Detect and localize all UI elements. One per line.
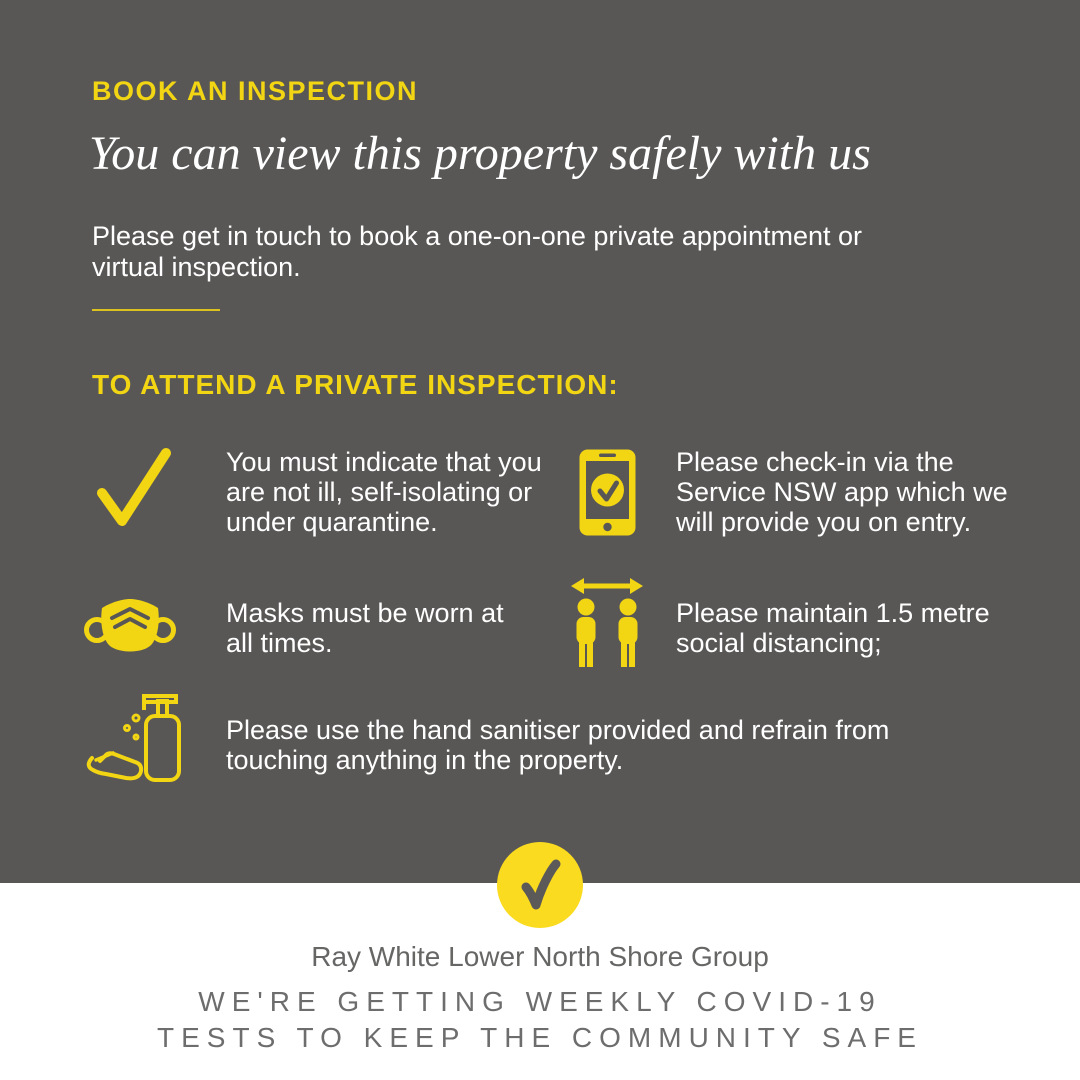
guideline-text: You must indicate that you are not ill, self-isolating or under quarantine. [226,447,542,537]
organisation-name: Ray White Lower North Shore Group [311,941,769,972]
checkmark-icon [95,446,173,533]
hand-sanitiser-icon [82,688,202,791]
footer-message-line1: WE'RE GETTING WEEKLY COVID-19 [198,986,882,1017]
guideline-text: Please use the hand sanitiser provided and refrain from touching anything in the property. [226,715,890,775]
guideline-text: Please check-in via the Service NSW app which we will provide you on entry. [676,447,1008,537]
guideline-text: Please maintain 1.5 metre social distancing; [676,598,990,658]
section-heading: TO ATTEND A PRIVATE INSPECTION: [92,369,619,400]
face-mask-icon [84,591,176,670]
phone-checkin-icon [578,448,637,542]
footer-message-line2: TESTS TO KEEP THE COMMUNITY SAFE [157,1022,923,1053]
page-title: You can view this property safely with us [89,127,871,180]
guideline-text: Masks must be worn at all times. [226,598,504,658]
social-distancing-icon [566,574,648,673]
divider-line [92,309,220,311]
intro-text: Please get in touch to book a one-on-one private appointment or virtual inspection. [92,221,863,282]
eyebrow-heading: BOOK AN INSPECTION [92,76,419,106]
check-badge-icon [497,842,583,928]
